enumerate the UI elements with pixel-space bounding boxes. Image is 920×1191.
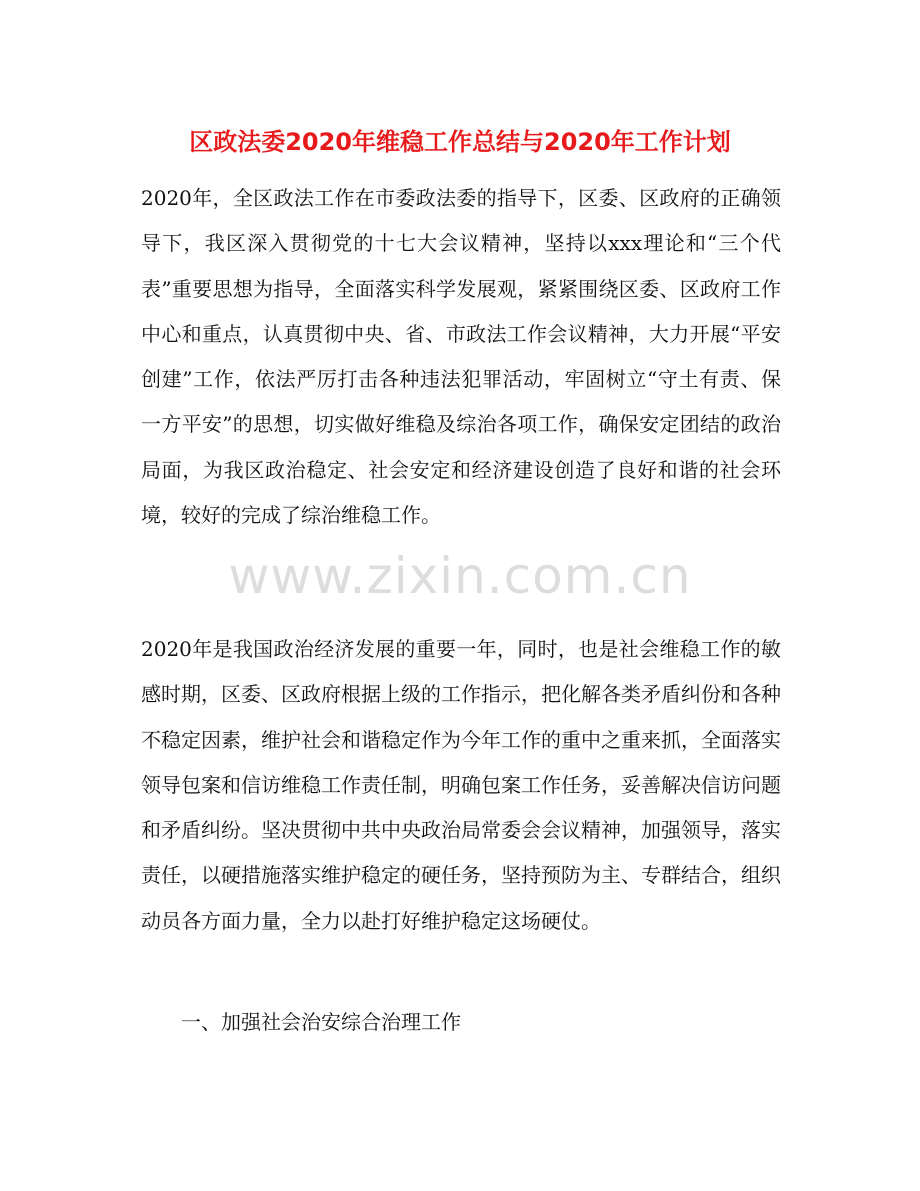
paragraph-1: 2020年，全区政法工作在市委政法委的指导下，区委、区政府的正确领导下，我区深入贯彻党的十七大会议精神，坚持以xxx理论和“三个代表”重要思想为指导，全面落实科学发展观，紧紧围绕区委、区政府工作中心和重点，认真贯彻中央、省、市政法工作会议精神，大力开展“平安创建”工作，依法严厉打击各种违法犯罪活动，牢固树立“守土有责、保一方平安”的思想，切实做好维稳及综治各项工作，确保安定团结的政治局面，为我区政治稳定、社会安定和经济建设创造了良好和谐的社会环境，较好的完成了综治维稳工作。: [141, 186, 781, 528]
paragraph-2: 2020年是我国政治经济发展的重要一年，同时，也是社会维稳工作的敏感时期，区委、区政府根据上级的工作指示，把化解各类矛盾纠份和各种不稳定因素，维护社会和谐稳定作为今年工作的重中之重来抓，全面落实领导包案和信访维稳工作责任制，明确包案工作任务，妥善解决信访问题和矛盾纠纷。坚决贯彻中共中央政治局常委会会议精神，加强领导，落实责任，以硬措施落实维护稳定的硬任务，坚持预防为主、专群结合，组织动员各方面力量，全力以赴打好维护稳定这场硬仗。: [141, 637, 781, 933]
section-heading: 一、加强社会治安综合治理工作: [181, 1010, 461, 1034]
document-title: 区政法委2020年维稳工作总结与2020年工作计划: [189, 128, 731, 156]
watermark: www.zixin.com.cn: [228, 547, 692, 605]
